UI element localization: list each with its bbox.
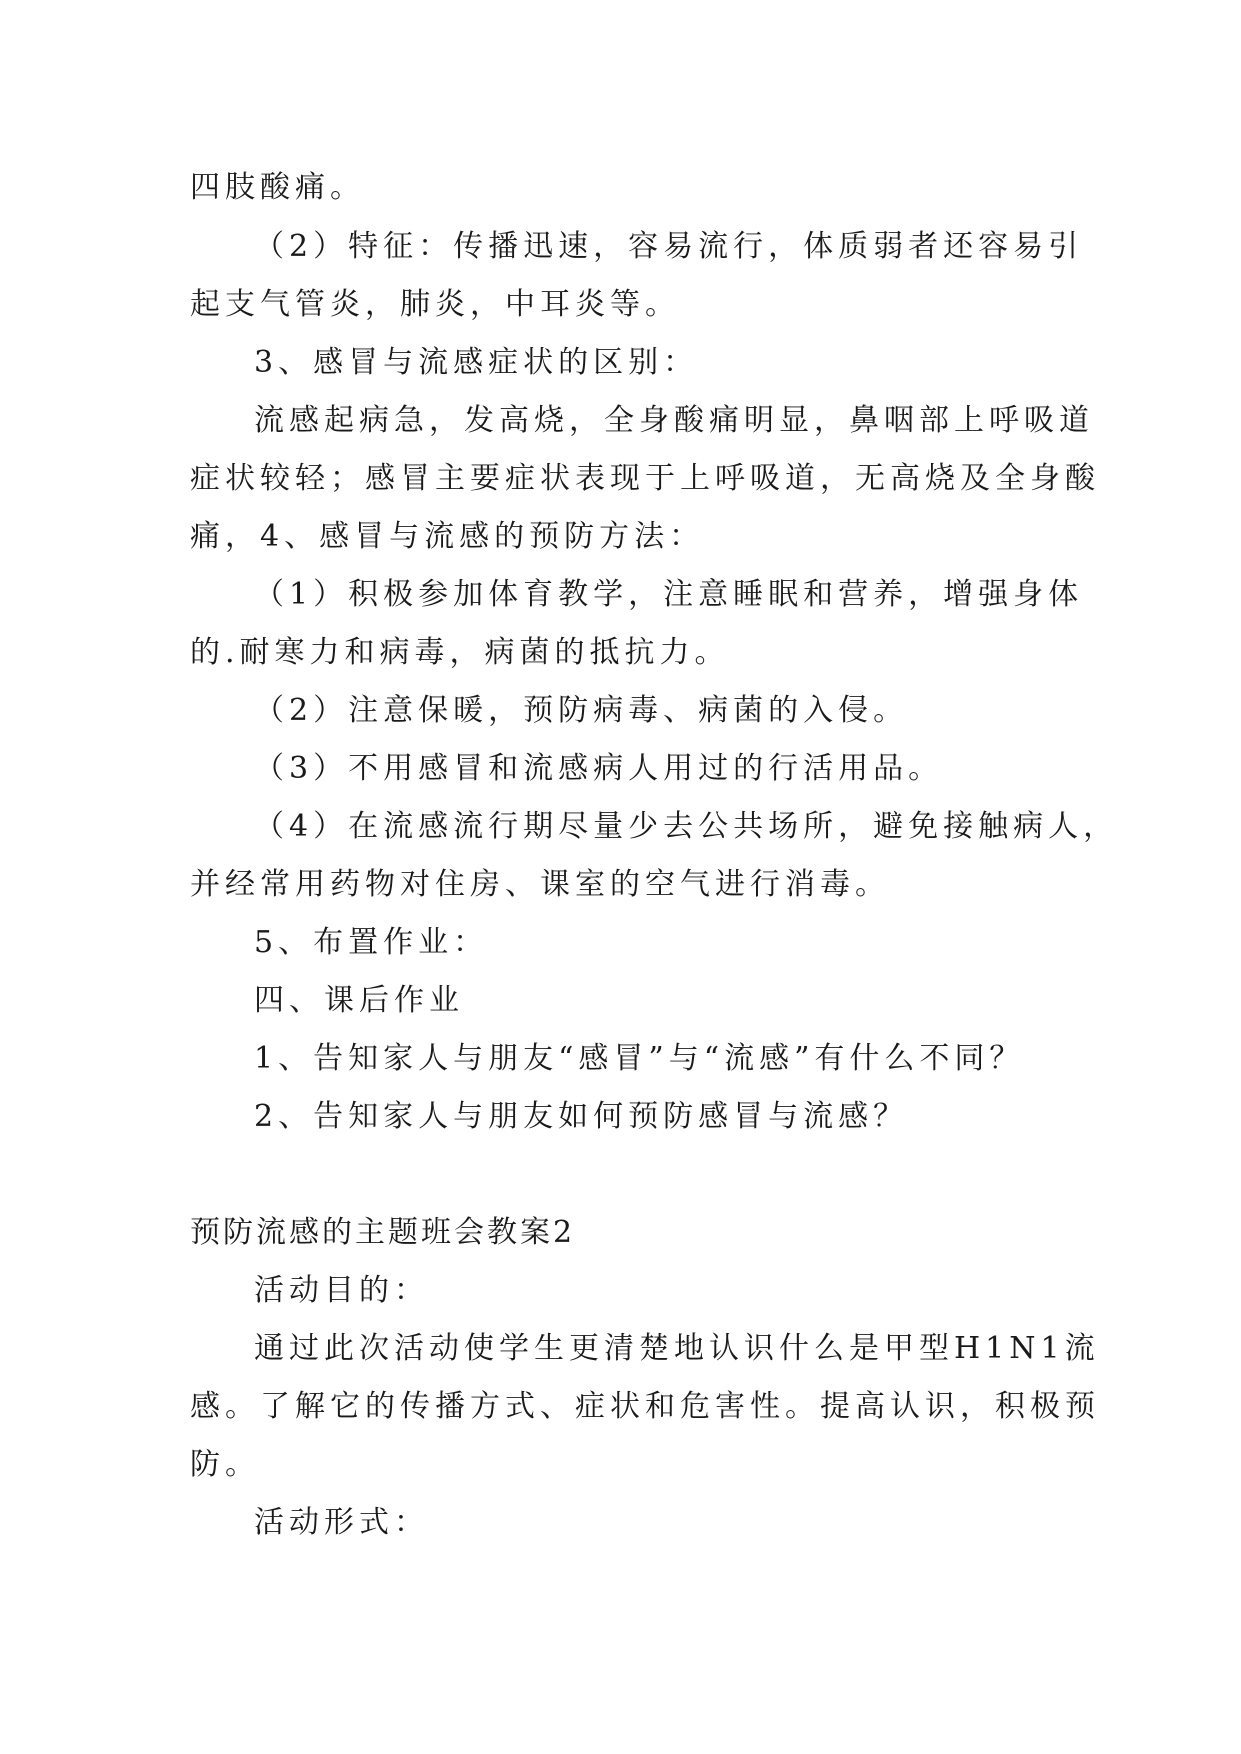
list-item: 1、告知家人与朋友“感冒”与“流感”有什么不同？ (254, 1041, 1025, 1076)
paragraph-line: （3）不用感冒和流感病人用过的行活用品。 (254, 751, 944, 786)
list-item: 2、告知家人与朋友如何预防感冒与流感？ (254, 1099, 909, 1134)
section-heading: 活动形式： (254, 1505, 429, 1540)
paragraph-line: （2）注意保暖，预防病毒、病菌的入侵。 (254, 693, 909, 728)
paragraph-line: 痛，4、感冒与流感的预防方法： (190, 519, 705, 554)
paragraph-line: （1）积极参加体育教学，注意睡眠和营养，增强身体 (254, 577, 1084, 612)
paragraph-line: 防。 (190, 1447, 260, 1482)
section-heading: 3、感冒与流感症状的区别： (254, 345, 699, 380)
section-heading: 活动目的： (254, 1273, 429, 1308)
section-heading: 四、课后作业 (254, 983, 464, 1018)
paragraph-line: 并经常用药物对住房、课室的空气进行消毒。 (190, 867, 890, 902)
paragraph-line: （4）在流感流行期尽量少去公共场所，避免接触病人， (254, 809, 1119, 844)
document-title: 预防流感的主题班会教案2 (190, 1215, 576, 1250)
paragraph-line: 的.耐寒力和病毒，病菌的抵抗力。 (190, 635, 730, 670)
paragraph-line: 症状较轻；感冒主要症状表现于上呼吸道，无高烧及全身酸 (190, 461, 1100, 496)
paragraph-line: 起支气管炎，肺炎，中耳炎等。 (190, 287, 680, 322)
paragraph-line: 感。了解它的传播方式、症状和危害性。提高认识，积极预 (190, 1389, 1100, 1424)
paragraph-line: 四肢酸痛。 (190, 170, 365, 205)
paragraph-line: 流感起病急，发高烧，全身酸痛明显，鼻咽部上呼吸道 (254, 403, 1094, 438)
paragraph-line: 通过此次活动使学生更清楚地认识什么是甲型H1N1流 (254, 1331, 1100, 1366)
section-heading: 5、布置作业： (254, 925, 489, 960)
paragraph-line: （2）特征：传播迅速，容易流行，体质弱者还容易引 (254, 229, 1084, 264)
